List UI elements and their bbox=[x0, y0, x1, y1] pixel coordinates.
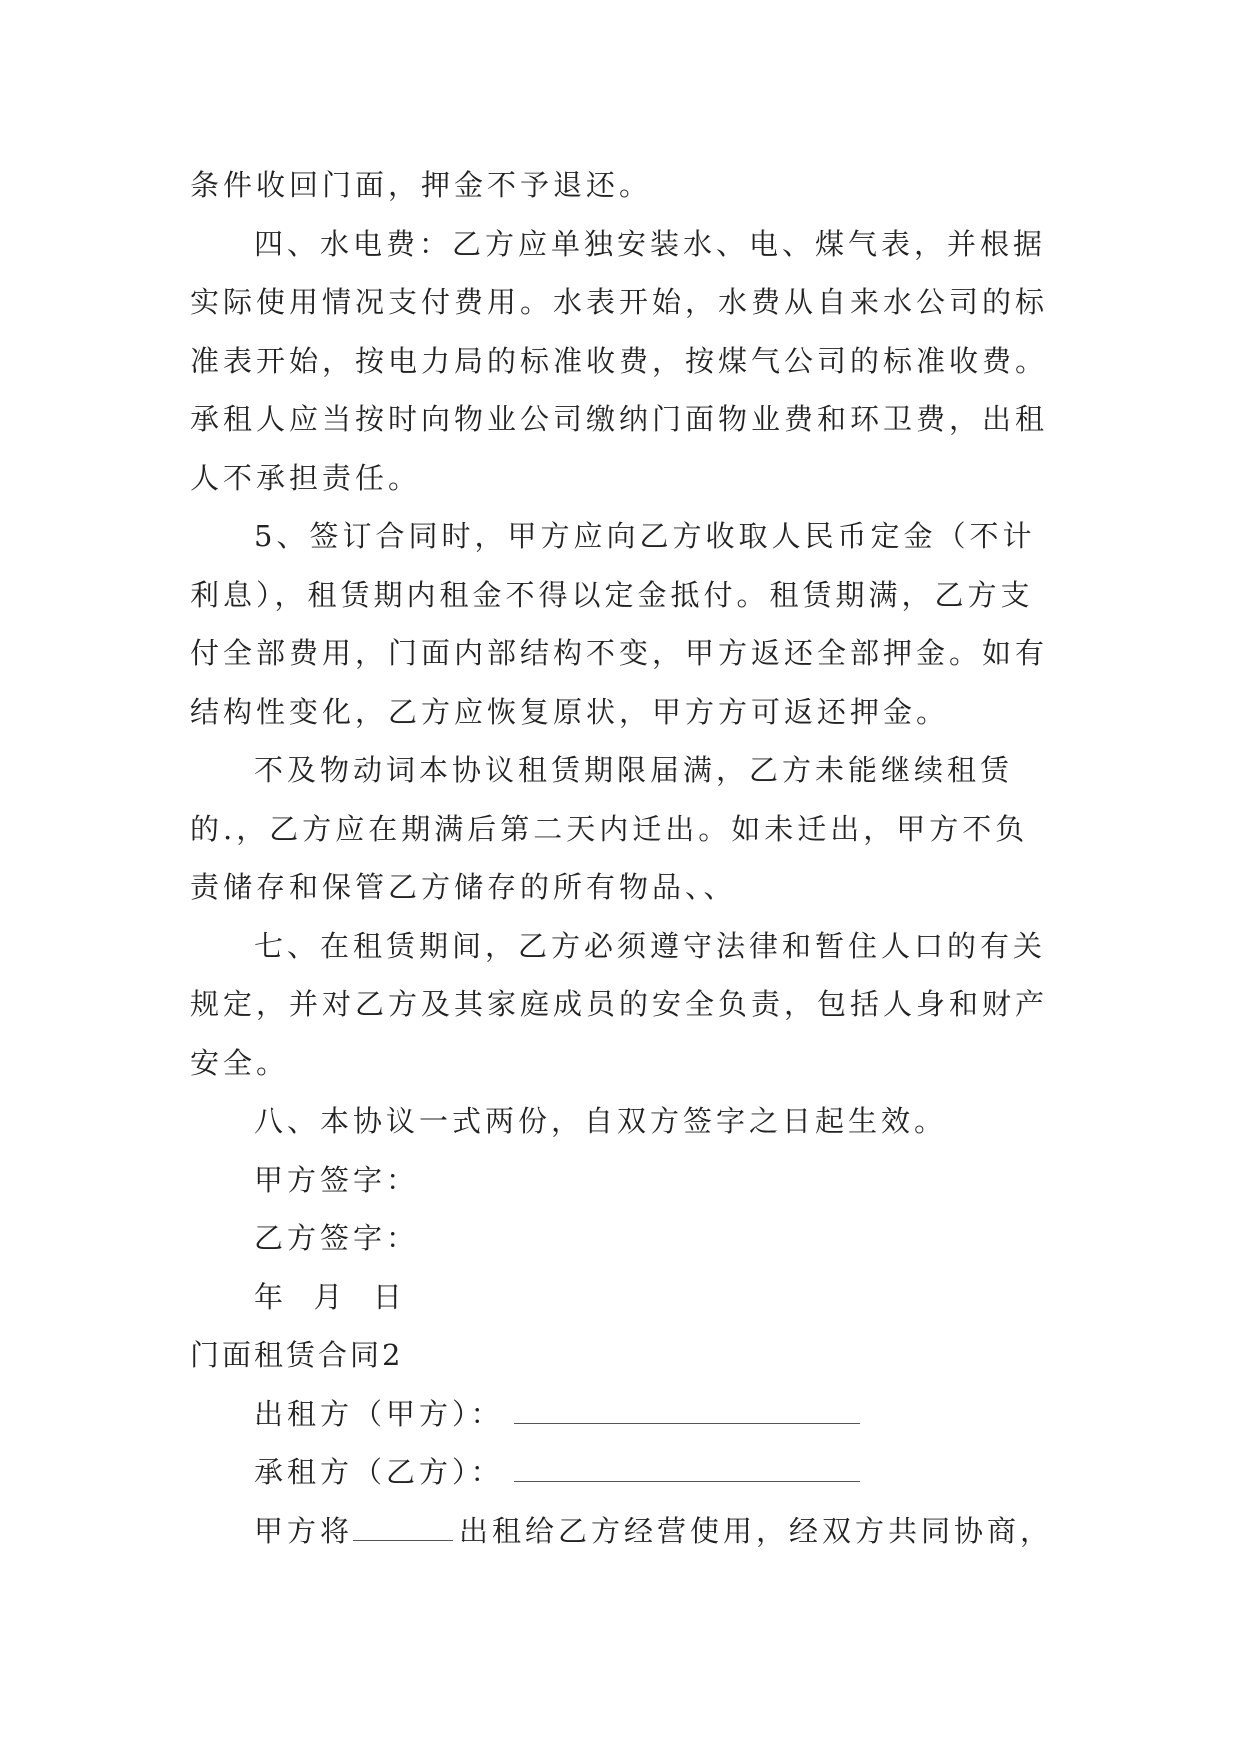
text-line: 人不承担责任。 bbox=[190, 460, 422, 495]
lessor-blank bbox=[514, 1397, 860, 1424]
lessor-line bbox=[190, 1385, 1070, 1444]
text-line: 责储存和保管乙方储存的所有物品、、 bbox=[190, 870, 737, 904]
premises-text-after: 出租给乙方经营使用，经双方共同协商， bbox=[459, 1513, 1054, 1548]
date-line: 年 月 日 bbox=[254, 1279, 406, 1314]
lessee-line bbox=[190, 1443, 1070, 1502]
text-line: 利息），租赁期内租金不得以定金抵付。租赁期满，乙方支 bbox=[190, 577, 1034, 612]
document-body bbox=[190, 156, 1070, 1560]
text-line: 准表开始，按电力局的标准收费，按煤气公司的标准收费。 bbox=[190, 343, 1049, 378]
lessee-label: 承租方（乙方）： bbox=[254, 1455, 504, 1489]
text-line: 结构性变化，乙方应恢复原状，甲方方可返还押金。 bbox=[190, 694, 950, 729]
text-line: 付全部费用，门面内部结构不变，甲方返还全部押金。如有 bbox=[190, 636, 1049, 670]
text-line: 安全。 bbox=[190, 1045, 290, 1080]
clause-utilities-line: 四、水电费：乙方应单独安装水、电、煤气表，并根据 bbox=[254, 226, 1047, 261]
text-line: 规定，并对乙方及其家庭成员的安全负责，包括人身和财产 bbox=[190, 987, 1049, 1021]
text-line: 条件收回门面，押金不予退还。 bbox=[190, 168, 653, 202]
party-a-signature-label: 甲方签字： bbox=[254, 1162, 420, 1197]
premises-text-before: 甲方将 bbox=[254, 1513, 354, 1548]
text-line: 实际使用情况支付费用。水表开始，水费从自来水公司的标 bbox=[190, 285, 1049, 319]
text-line: 承租人应当按时向物业公司缴纳门面物业费和环卫费，出租 bbox=[190, 402, 1049, 436]
clause-eight-line: 八、本协议一式两份，自双方签字之日起生效。 bbox=[254, 1104, 948, 1138]
clause-deposit-line: 5、签订合同时，甲方应向乙方收取人民币定金（不计 bbox=[254, 519, 1036, 553]
party-b-signature-label: 乙方签字： bbox=[254, 1221, 420, 1255]
premises-line bbox=[190, 1502, 1070, 1561]
text-line: 的.，乙方应在期满后第二天内迁出。如未迁出，甲方不负 bbox=[190, 811, 1029, 846]
clause-seven-line: 七、在租赁期间，乙方必须遵守法律和暂住人口的有关 bbox=[254, 928, 1047, 963]
clause-expiry-line: 不及物动词本协议租赁期限届满，乙方未能继续租赁 bbox=[254, 753, 1014, 787]
lessor-label: 出租方（甲方）： bbox=[254, 1396, 504, 1431]
premises-blank bbox=[353, 1514, 453, 1541]
lessee-blank bbox=[514, 1455, 860, 1482]
contract-2-title: 门面租赁合同2 bbox=[190, 1338, 404, 1372]
